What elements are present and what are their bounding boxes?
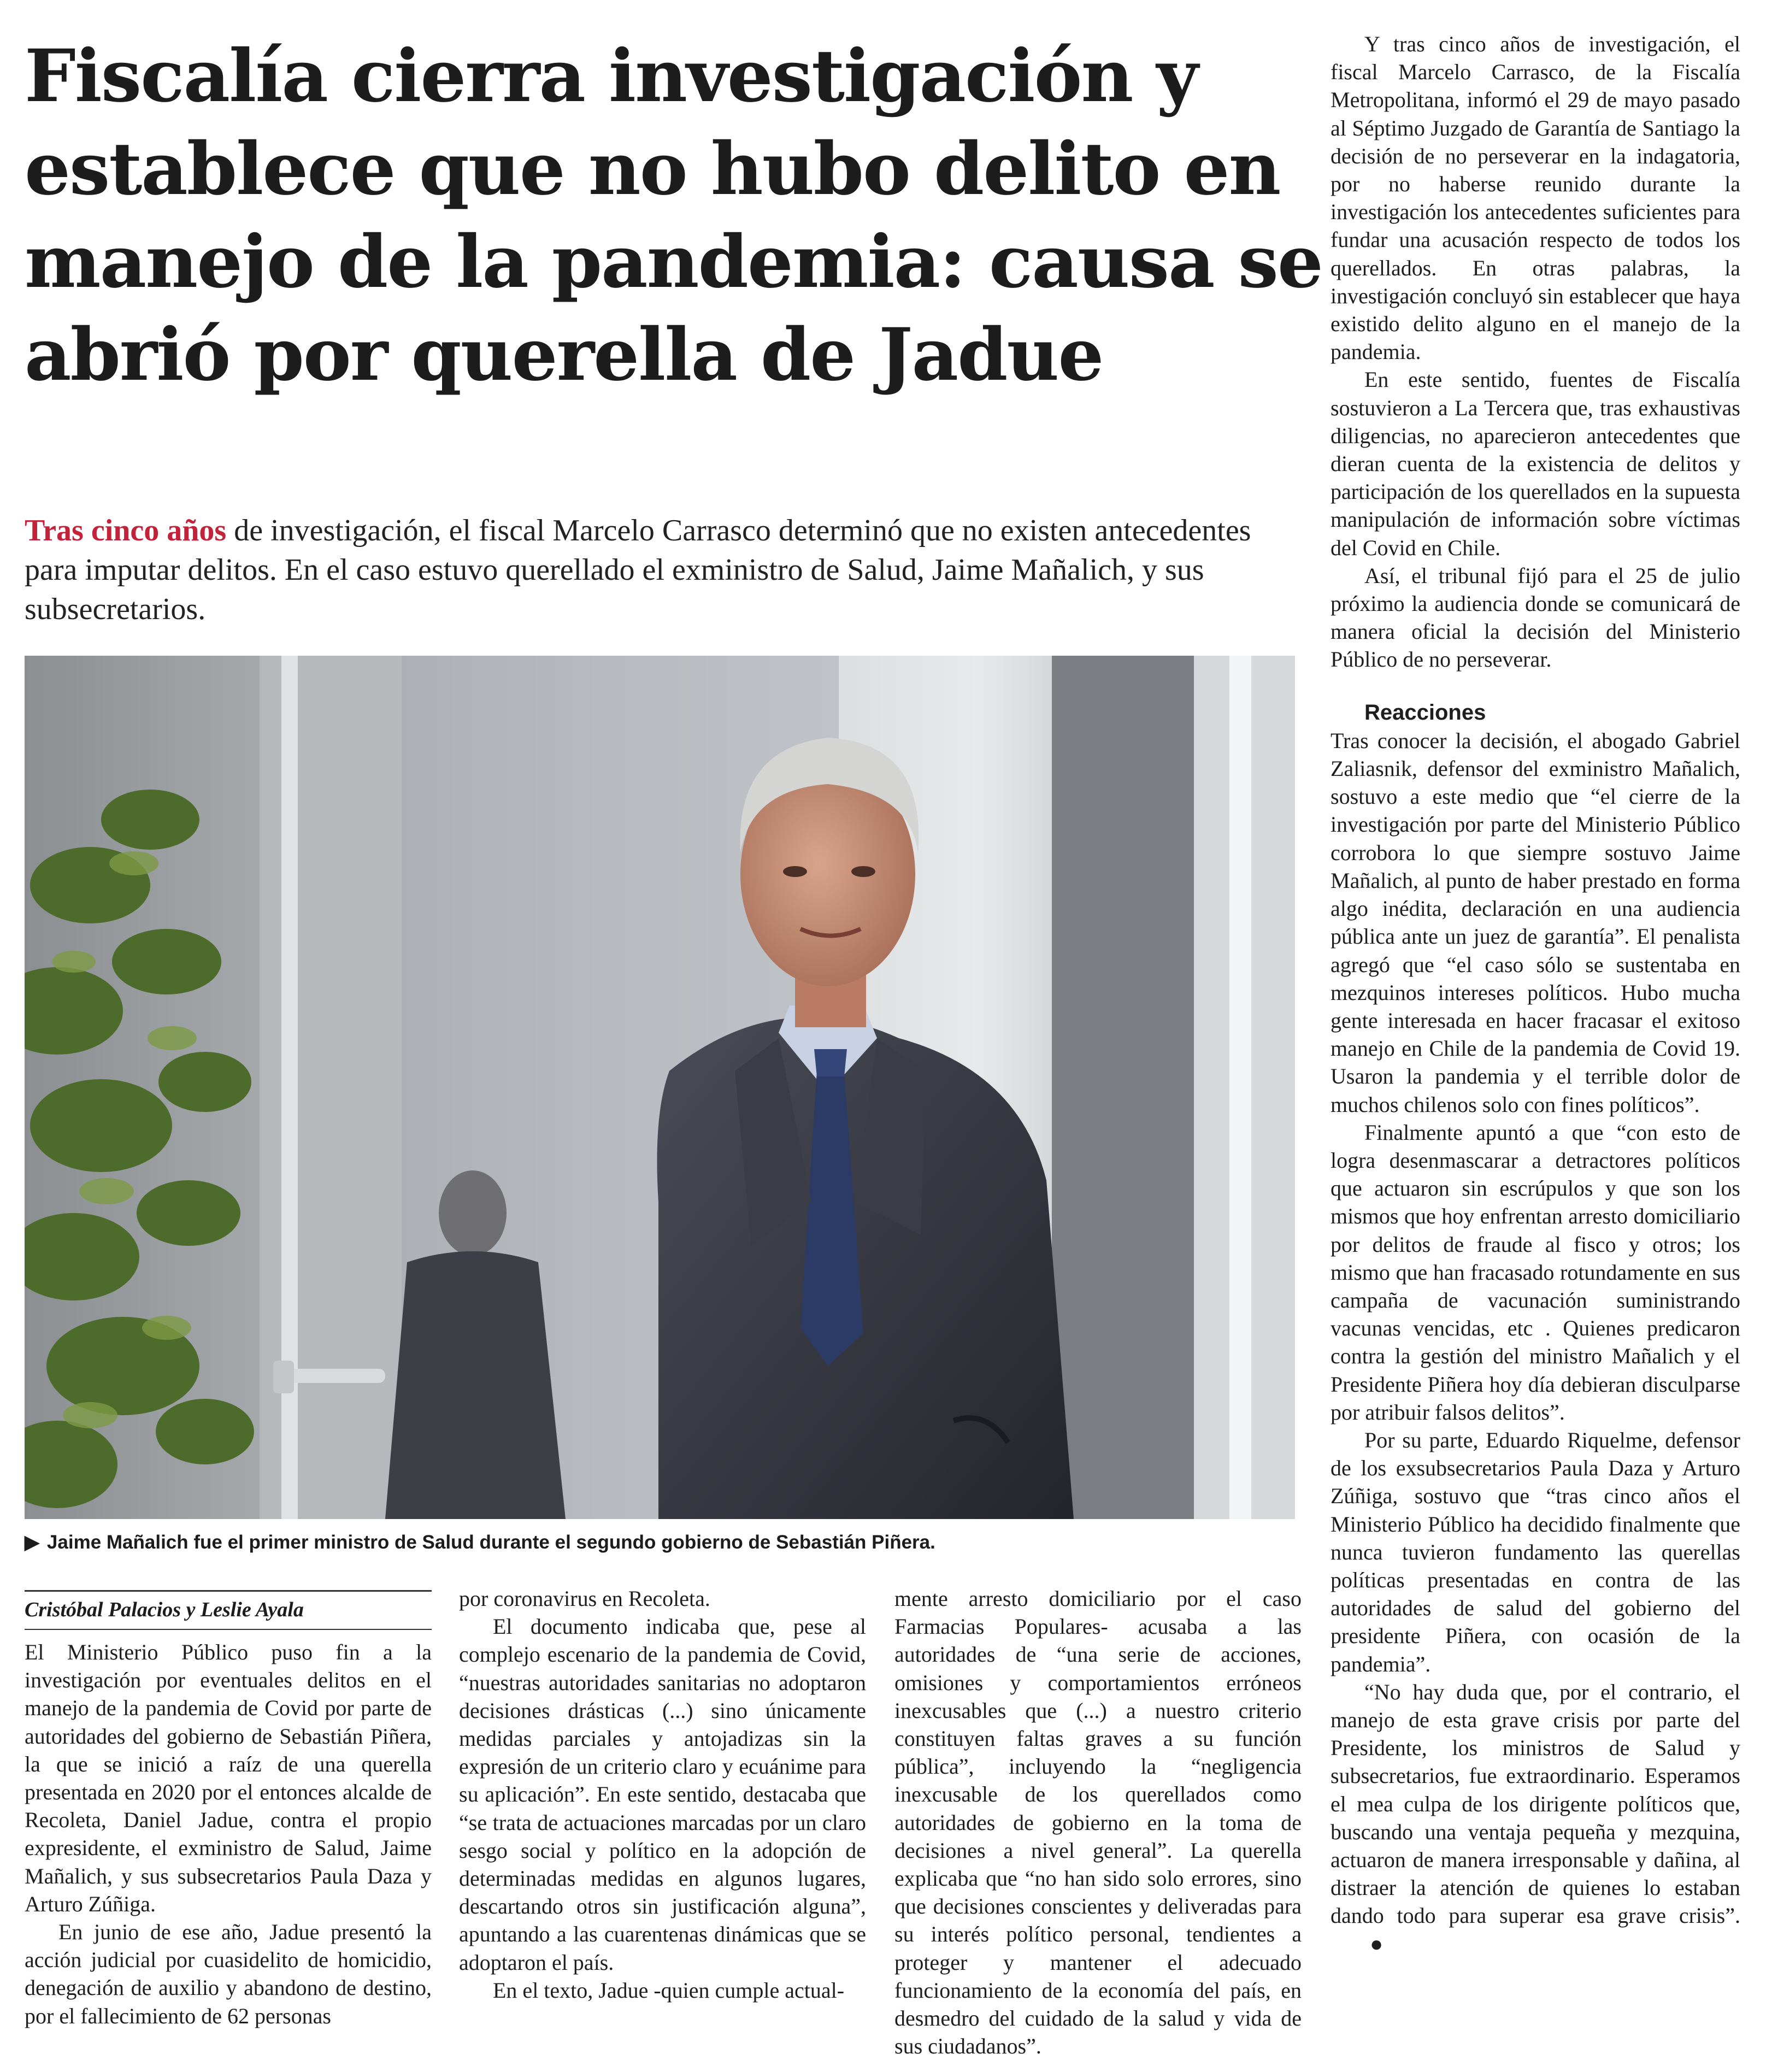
column-3: [894, 1585, 1302, 2060]
column-4: [1331, 30, 1740, 1958]
paragraph: Por su parte, Eduardo Riquelme, defensor de los exsubsecretarios Paula Daza y Arturo Zúñiga, sostuvo que “tras cinco años el Ministerio Público ha decidido finalmente que nunca tuvieron fundamento las querellas políticas presentadas en contra de las autoridades de salud del gobierno del presidente Piñera, con ocasión de la pandemia”.: [1331, 1427, 1740, 1676]
photo-caption: [25, 1530, 1298, 1555]
paragraph: [1331, 1678, 1740, 1958]
end-mark-icon: ●: [1370, 1931, 1384, 1956]
paragraph: En este sentido, fuentes de Fiscalía sostuvieron a La Tercera que, tras exhaustivas diligencias, no aparecieron antecedentes que dieran cuenta de la existencia de delitos y participación de los querellados en la supuesta manipulación de información sobre víctimas del Covid en Chile.: [1331, 367, 1740, 560]
column-2: [459, 1585, 866, 2004]
byline: Cristóbal Palacios y Leslie Ayala: [25, 1590, 432, 1630]
lead-text: de investigación, el fiscal Marcelo Carrasco determinó que no existen antecedentes para imputar delitos. En el caso estuvo querellado el exministro de Salud, Jaime Mañalich, y sus subsecretarios.: [25, 514, 1251, 626]
paragraph: Así, el tribunal fijó para el 25 de julio próximo la audiencia donde se comunicará de manera oficial la decisión del Ministerio Público de no perseverar.: [1331, 563, 1740, 672]
lead-accent: Tras cinco años: [25, 514, 227, 548]
paragraph: Y tras cinco años de investigación, el fiscal Marcelo Carrasco, de la Fiscalía Metropolitana, informó el 29 de mayo pasado al Séptimo Juzgado de Garantía de Santiago la decisión de no perseverar en la indagatoria, por no haberse reunido durante la investigación los antecedentes suficientes para fundar una acusación respecto de todos los querellados. En otras palabras, la investigación concluyó sin establecer que haya existido delito alguno en el manejo de la pandemia.: [1331, 32, 1740, 364]
paragraph: En el texto, Jadue -quien cumple actual-: [493, 1977, 845, 2003]
paragraph: En junio de ese año, Jadue presentó la acción judicial por cuasidelito de homicidio, denegación de auxilio y abandono de destino, por el fallecimiento de 62 personas: [25, 1920, 432, 2028]
caption-text: Jaime Mañalich fue el primer ministro de Salud durante el segundo gobierno de Sebastián Piñera.: [46, 1532, 935, 1553]
paragraph: Finalmente apuntó a que “con esto de logra desenmascarar a detractores políticos que actuaron sin escrúpulos y que son los mismos que hoy enfrentan arresto domiciliario por delitos de fraude al fisco y otros; los mismo que han fracasado rotundamente en sus campaña de vacunación suministrando vacunas vencidas, etc . Quienes predicaron contra la gestión del ministro Mañalich y el Presidente Piñera hoy día debieran disculparse por atribuir falsos delitos”.: [1331, 1120, 1740, 1424]
caption-arrow-icon: ▶: [25, 1532, 39, 1553]
column-1: [25, 1638, 432, 2030]
section-gap: [1331, 674, 1740, 699]
subhead-reacciones: Reacciones: [1364, 700, 1486, 725]
paragraph: por coronavirus en Recoleta.: [459, 1586, 710, 1611]
article-photo: [25, 656, 1295, 1519]
paragraph: El documento indicaba que, pese al complejo escenario de la pandemia de Covid, “nuestras autoridades sanitarias no adoptaron decisiones drásticas (...) sino únicamente medidas parciales y antojadizas sin la expresión de un criterio claro y ecuánime para su aplicación”. En este sentido, destacaba que “se trata de actuaciones marcadas por un claro sesgo social y político en la adopción de determinadas medidas en algunos lugares, descartando otros sin justificación alguna”, apuntando a las cuarentenas dinámicas que se adoptaron el país.: [459, 1614, 866, 1975]
paragraph: El Ministerio Público puso fin a la investigación por eventuales delitos en el manejo de la pandemia de Covid por parte de autoridades del gobierno de Sebastián Piñera, la que se inició a raíz de una querella presentada en 2020 por el entonces alcalde de Recoleta, Daniel Jadue, contra el propio expresidente, el exministro de Salud, Jaime Mañalich, y sus subsecretarios Paula Daza y Arturo Zúñiga.: [25, 1640, 432, 1916]
headline: Fiscalía cierra investigación y establece que no hubo delito en manejo de la pandemia: causa se abrió por querella de Jadue: [25, 34, 1322, 397]
lead-paragraph: [25, 511, 1309, 629]
paragraph: Tras conocer la decisión, el abogado Gabriel Zaliasnik, defensor del exministro Mañalich, sostuvo a este medio que “el cierre de la investigación por parte del Ministerio Público corrobora lo que siempre sostuvo Jaime Mañalich, al punto de haber prestado en forma algo inédita, declaración en una audiencia pública ante un juez de garantía”. El penalista agregó que “el caso sólo se sustentaba en mezquinos intereses políticos. Hubo mucha gente interesada en hacer fracasar el exitoso manejo en Chile de la pandemia de Covid 19. Usaron la pandemia y el terrible dolor de muchos chilenos solo con fines políticos”.: [1331, 728, 1740, 1117]
final-paragraph-text: “No hay duda que, por el contrario, el manejo de esta grave crisis por parte del Presidente, los ministros de Salud y subsecretarios, fue extraordinario. Esperamos el mea culpa de los dirigente políticos que, buscando una ventaja pequeña y mezquina, actuaron de manera irresponsable y dañina, al distraer la atención de quienes lo estaban dando todo para superar esa grave crisis”.: [1331, 1679, 1740, 1928]
paragraph: mente arresto domiciliario por el caso Farmacias Populares- acusaba a las autoridades de “una serie de acciones, omisiones y comportamientos erróneos inexcusables que (...) a nuestro criterio constituyen faltas graves a su función pública”, incluyendo la “negligencia inexcusable de los querellados como autoridades de gobierno en la toma de decisiones a nivel general”. La querella explicaba que “no han sido solo errores, sino que decisiones conscientes y deliveradas para su interés político personal, tendientes a proteger y mantener el adecuado funcionamiento de la economía del país, en desmedro del cuidado de la salud y vida de sus ciudadanos”.: [894, 1586, 1302, 2059]
